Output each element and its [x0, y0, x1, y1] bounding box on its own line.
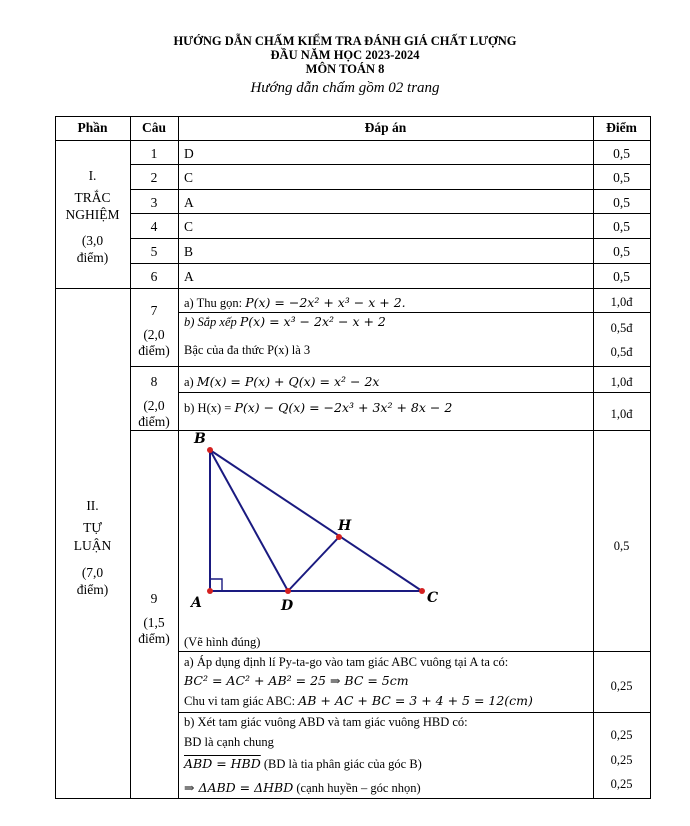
segment-bc [210, 450, 422, 591]
mc-answer: B [184, 244, 194, 259]
point-d [285, 588, 291, 594]
q8-part-a-label: a) [184, 375, 197, 389]
label-b: B [194, 431, 206, 447]
q8-part-a [184, 374, 379, 390]
part1-name-line2: NGHIỆM [65, 207, 120, 222]
header-subtitle: Hướng dẫn chấm gồm 02 trang [250, 80, 440, 96]
q7-part-b-label: b) Sắp xếp [184, 315, 240, 329]
label-d: D [281, 598, 294, 614]
mc-question-number: 2 [150, 170, 158, 185]
header-title-line1: HƯỚNG DẪN CHẤM KIỂM TRA ĐÁNH GIÁ CHẤT LƯỢNG [173, 34, 517, 48]
part2-numeral: II. [86, 498, 99, 513]
q8-points-line1: (2,0 [143, 398, 165, 413]
label-c: C [427, 590, 439, 606]
q7-part-a-label: a) Thu gọn: [184, 296, 246, 310]
q9-part-b-line4-expression: ⇒ ΔABD = ΔHBD [184, 780, 294, 795]
q7-points-line2: điểm) [138, 343, 170, 358]
col-header-diem: Điểm [606, 120, 637, 135]
part2-points-line2: điểm) [76, 582, 109, 597]
mc-points: 0,5 [613, 146, 630, 161]
mc-question-number: 3 [150, 195, 158, 210]
q8-number: 8 [150, 374, 158, 389]
col-header-cau: Câu [141, 120, 166, 135]
q9-points-line2: điểm) [138, 631, 170, 646]
mc-question-number: 5 [150, 244, 158, 259]
part2-points-line1: (7,0 [81, 565, 104, 580]
q9-part-b-points-1: 0,25 [610, 728, 633, 742]
part1-points-line2: điểm) [76, 250, 109, 265]
q9-part-b-line4-text: (cạnh huyền – góc nhọn) [293, 781, 421, 795]
q9-part-b-line4 [184, 780, 421, 796]
q7-part-b [184, 314, 386, 330]
q9-part-b-line3 [184, 756, 422, 772]
header-title-line3: MÔN TOÁN 8 [305, 62, 385, 76]
mc-points: 0,5 [613, 170, 630, 185]
q9-part-b-line1: b) Xét tam giác vuông ABD và tam giác vuông HBD có: [184, 715, 468, 729]
q9-part-a-line3 [184, 693, 533, 709]
mc-points: 0,5 [613, 195, 630, 210]
mc-question-number: 4 [150, 219, 158, 234]
q7-part-c-text: Bậc của đa thức P(x) là 3 [184, 343, 311, 357]
q9-part-a-line3-expression: AB + AC + BC = 3 + 4 + 5 = 12(cm) [298, 693, 533, 708]
mc-answer: D [184, 146, 194, 161]
point-b [207, 447, 213, 453]
part1-numeral: I. [88, 168, 97, 183]
part1-name-line1: TRẮC [74, 190, 111, 205]
mc-points: 0,5 [613, 219, 630, 234]
mc-question-number: 1 [150, 146, 158, 161]
q7-number: 7 [150, 303, 158, 318]
label-a: A [191, 595, 202, 611]
q9-points-line1: (1,5 [143, 615, 165, 630]
q9-part-b-line2: BD là cạnh chung [184, 735, 274, 749]
mc-answer: A [184, 195, 194, 210]
q8-part-a-expression: M(x) = P(x) + Q(x) = x² − 2x [196, 374, 380, 389]
mc-answer: C [184, 170, 194, 185]
q8-part-b [184, 400, 452, 416]
point-h [336, 534, 342, 540]
q9-part-b-points-3: 0,25 [610, 777, 633, 791]
label-h: H [338, 518, 352, 534]
q7-part-b-expression: P(x) = x³ − 2x² − x + 2 [239, 314, 386, 329]
segment-bd [210, 450, 288, 591]
col-header-phan: Phần [77, 120, 108, 135]
mc-answer: C [184, 219, 194, 234]
q7-part-b-points: 0,5đ [610, 321, 633, 335]
part2-name-line1: TỰ [83, 520, 102, 535]
col-header-dap-an: Đáp án [364, 120, 407, 135]
point-c [419, 588, 425, 594]
q7-points-line1: (2,0 [143, 327, 165, 342]
mc-answer: A [184, 269, 194, 284]
q8-part-b-label: b) H(x) = [184, 401, 235, 415]
segment-dh [288, 537, 339, 591]
document-header [0, 34, 690, 98]
part1-points-line1: (3,0 [81, 233, 104, 248]
q7-part-a [184, 295, 406, 311]
mc-points: 0,5 [613, 244, 630, 259]
mc-points: 0,5 [613, 269, 630, 284]
header-title-line2: ĐẦU NĂM HỌC 2023-2024 [270, 48, 420, 62]
q8-part-a-points: 1,0đ [610, 375, 633, 389]
q9-part-a-line2: BC² = AC² + AB² = 25 ⇒ BC = 5cm [184, 673, 409, 688]
part2-name-line2: LUẬN [73, 538, 112, 553]
q9-part-b-points-2: 0,25 [610, 753, 633, 767]
mc-question-number: 6 [150, 269, 158, 284]
q9-part-b-line3-text: (BD là tia phân giác của góc B) [260, 757, 422, 771]
q9-number: 9 [150, 591, 158, 606]
q7-part-a-points: 1,0đ [610, 295, 633, 309]
q8-points-line2: điểm) [138, 414, 170, 429]
q8-part-b-points: 1,0đ [610, 407, 633, 421]
q9-part-a-points: 0,25 [610, 679, 633, 693]
q9-figure-caption: (Vẽ hình đúng) [184, 635, 261, 649]
q9-part-b-line3-expression: ABD = HBD [184, 756, 261, 771]
point-a [207, 588, 213, 594]
triangle-figure [184, 430, 454, 618]
q9-part-a-line1: a) Áp dụng định lí Py-ta-go vào tam giác ABC vuông tại A ta có: [184, 655, 509, 669]
q9-part-a-line3-label: Chu vi tam giác ABC: [184, 694, 299, 708]
q9-figure-points: 0,5 [613, 539, 630, 553]
q7-part-a-expression: P(x) = −2x² + x³ − x + 2. [245, 295, 406, 310]
q7-part-c-points: 0,5đ [610, 345, 633, 359]
q8-part-b-expression: P(x) − Q(x) = −2x³ + 3x² + 8x − 2 [234, 400, 453, 415]
